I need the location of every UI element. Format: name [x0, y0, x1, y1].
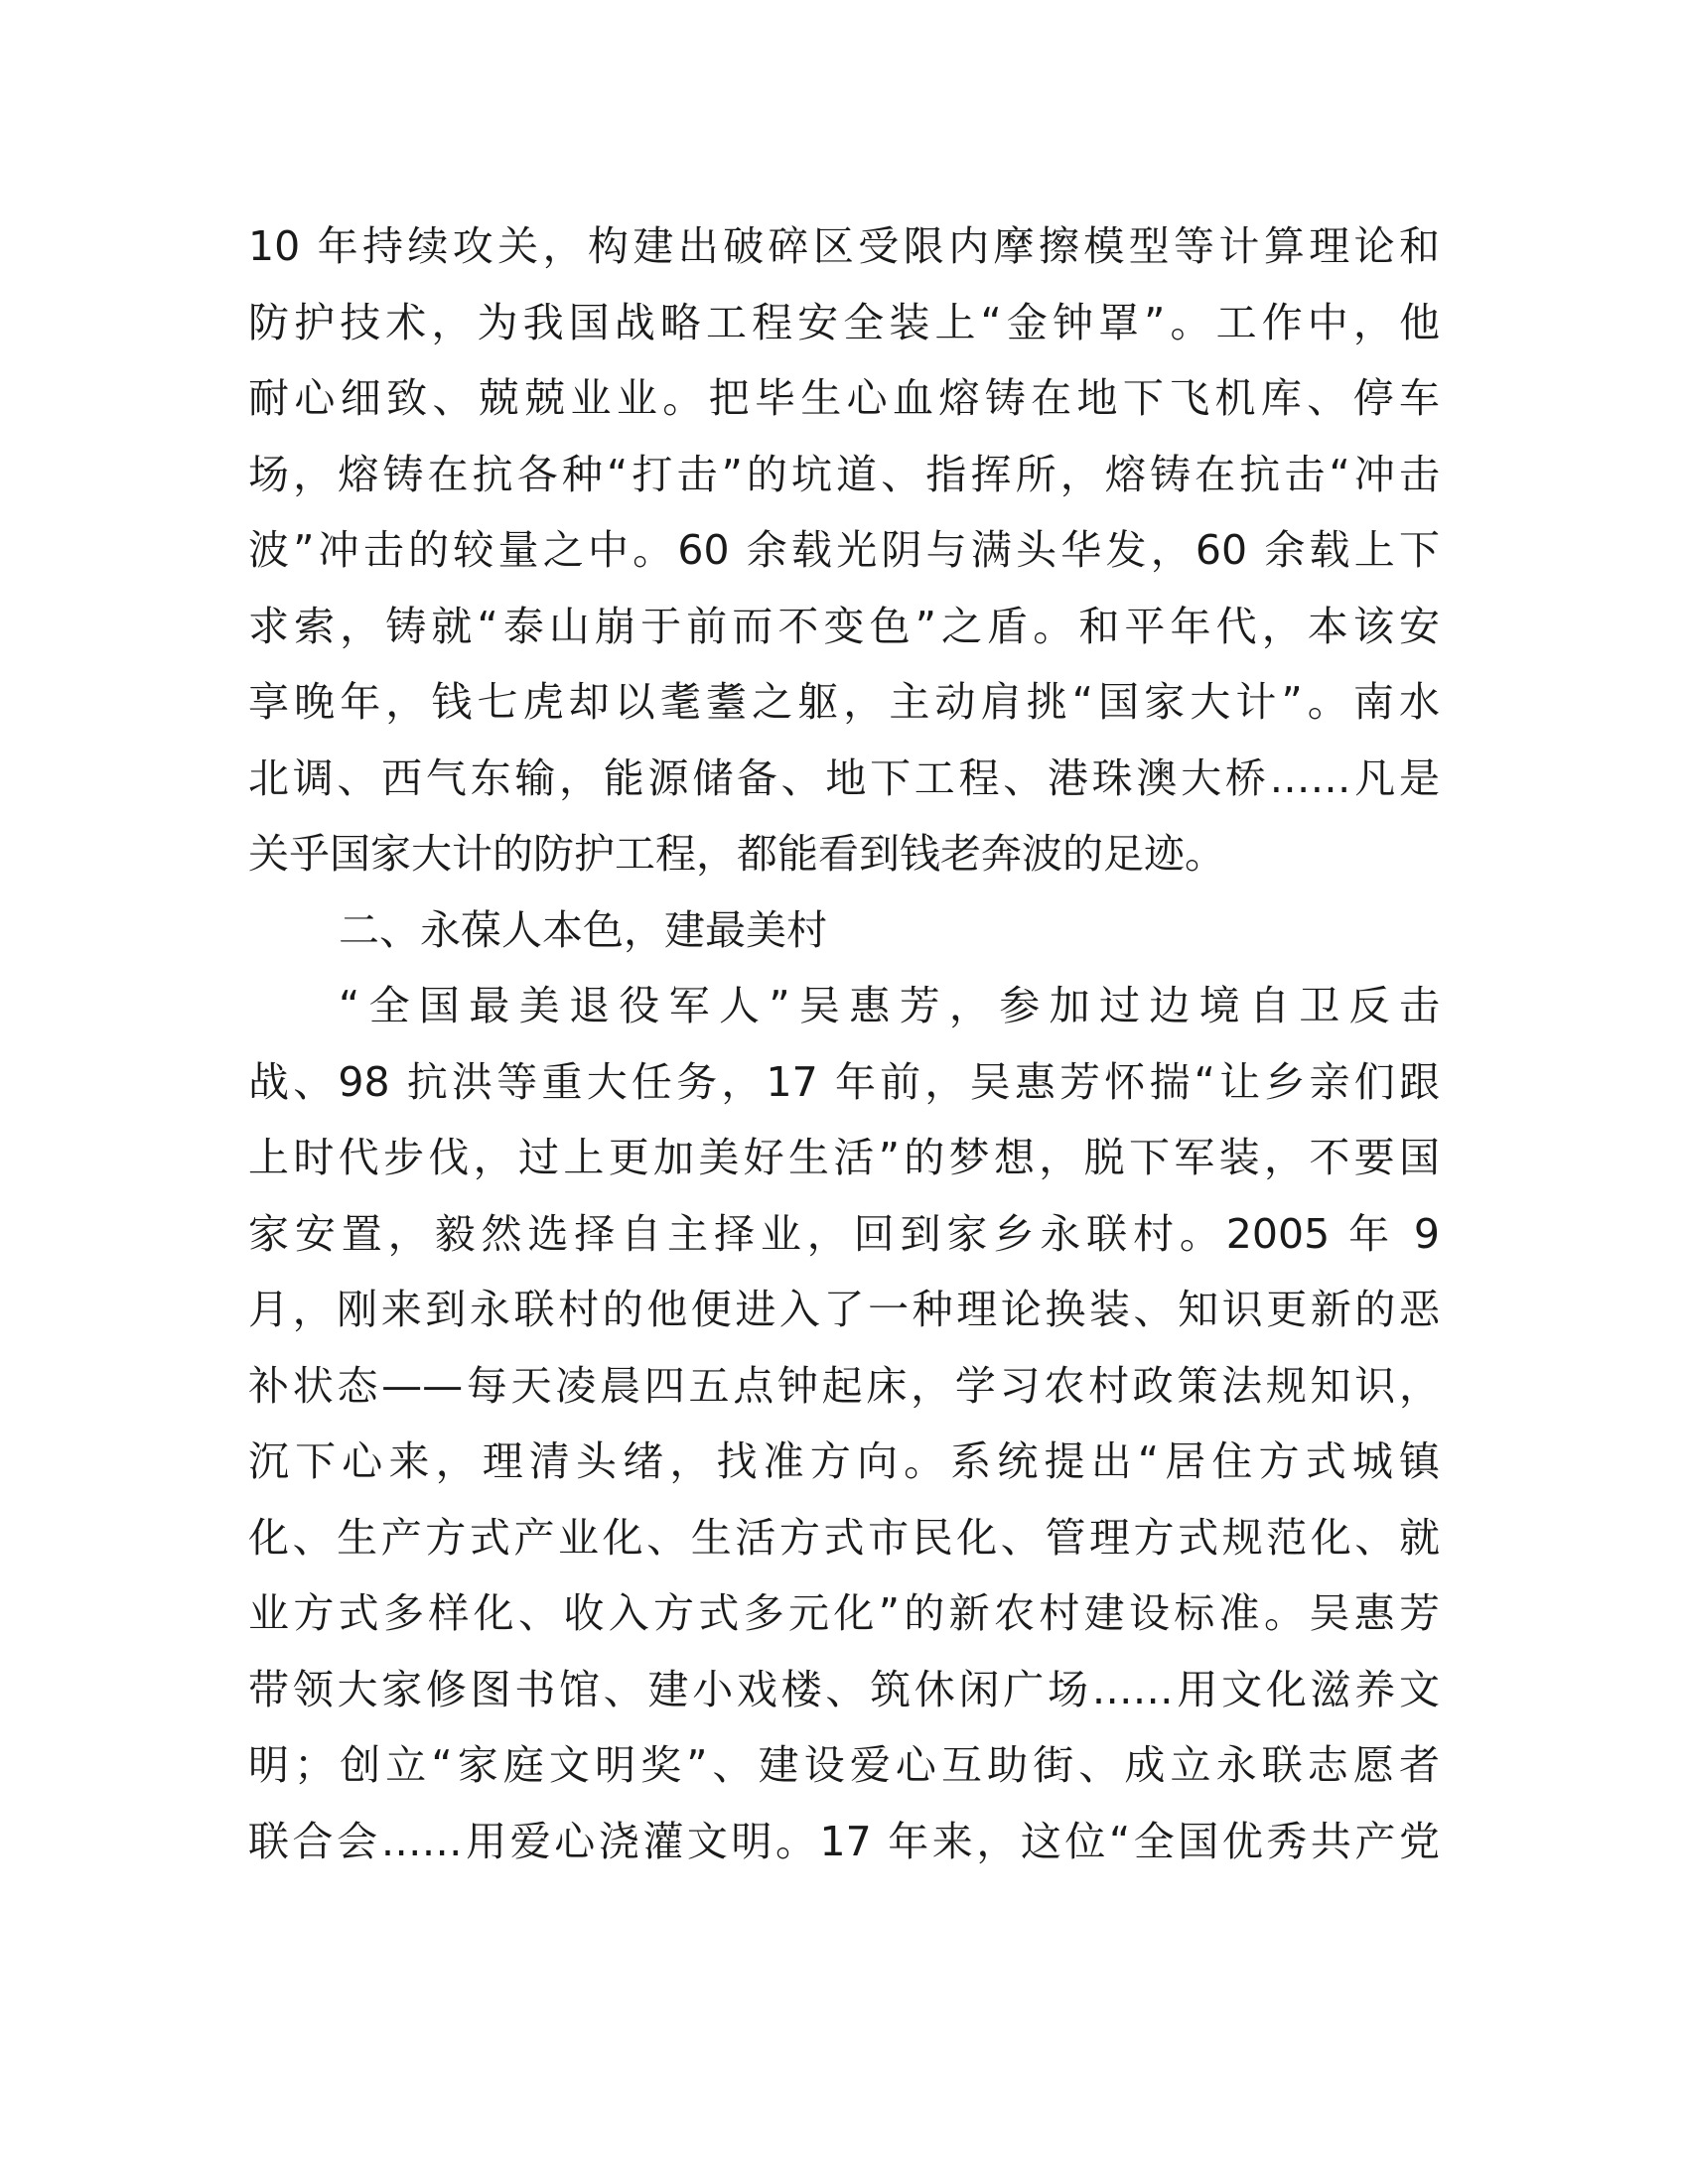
text-line: 求索，铸就“泰山崩于前而不变色”之盾。和平年代，本该安 — [248, 602, 1440, 650]
text-line: 补状态——每天凌晨四五点钟起床，学习农村政策法规知识， — [248, 1361, 1440, 1410]
text-line: 防护技术，为我国战略工程安全装上“金钟罩”。工作中，他 — [248, 298, 1440, 346]
text-line: 场，熔铸在抗各种“打击”的坑道、指挥所，熔铸在抗击“冲击 — [248, 450, 1440, 498]
paragraph-2 — [248, 968, 1440, 1879]
text-line: 关乎国家大计的防护工程，都能看到钱老奔波的足迹。 — [248, 830, 1225, 878]
text-line: 带领大家修图书馆、建小戏楼、筑休闲广场……用文化滋养文 — [248, 1665, 1440, 1713]
text-line: 家安置，毅然选择自主择业，回到家乡永联村。2005 年 9 — [248, 1209, 1440, 1258]
text-line: 联合会……用爱心浇灌文明。17 年来，这位“全国优秀共产党 — [248, 1817, 1440, 1865]
text-line: 耐心细致、兢兢业业。把毕生心血熔铸在地下飞机库、停车 — [248, 374, 1440, 422]
text-line: 月，刚来到永联村的他便进入了一种理论换装、知识更新的恶 — [248, 1286, 1440, 1333]
text-line: 化、生产方式产业化、生活方式市民化、管理方式规范化、就 — [248, 1513, 1440, 1562]
text-line: 10 年持续攻关，构建出破碎区受限内摩擦模型等计算理论和 — [248, 222, 1440, 270]
text-line: 享晚年，钱七虎却以耄耋之躯，主动肩挑“国家大计”。南水 — [248, 678, 1440, 726]
text-line: 明；创立“家庭文明奖”、建设爱心互助街、成立永联志愿者 — [248, 1741, 1440, 1789]
text-line: 波”冲击的较量之中。60 余载光阴与满头华发，60 余载上下 — [248, 526, 1440, 574]
text-line: 业方式多样化、收入方式多元化”的新农村建设标准。吴惠芳 — [248, 1589, 1440, 1637]
text-line: “全国最美退役军人”吴惠芳，参加过边境自卫反击 — [339, 982, 1440, 1029]
text-line: 战、98 抗洪等重大任务，17 年前，吴惠芳怀揣“让乡亲们跟 — [248, 1057, 1440, 1106]
text-line: 上时代步伐，过上更加美好生活”的梦想，脱下军装，不要国 — [248, 1134, 1440, 1181]
text-line: 沉下心来，理清头绪，找准方向。系统提出“居住方式城镇 — [248, 1437, 1440, 1485]
paragraph-1 — [248, 208, 1440, 892]
document-page — [248, 208, 1440, 1879]
section-heading: 二、永葆人本色，建最美村 — [339, 905, 827, 954]
text-line: 北调、西气东输，能源储备、地下工程、港珠澳大桥……凡是 — [248, 753, 1440, 802]
